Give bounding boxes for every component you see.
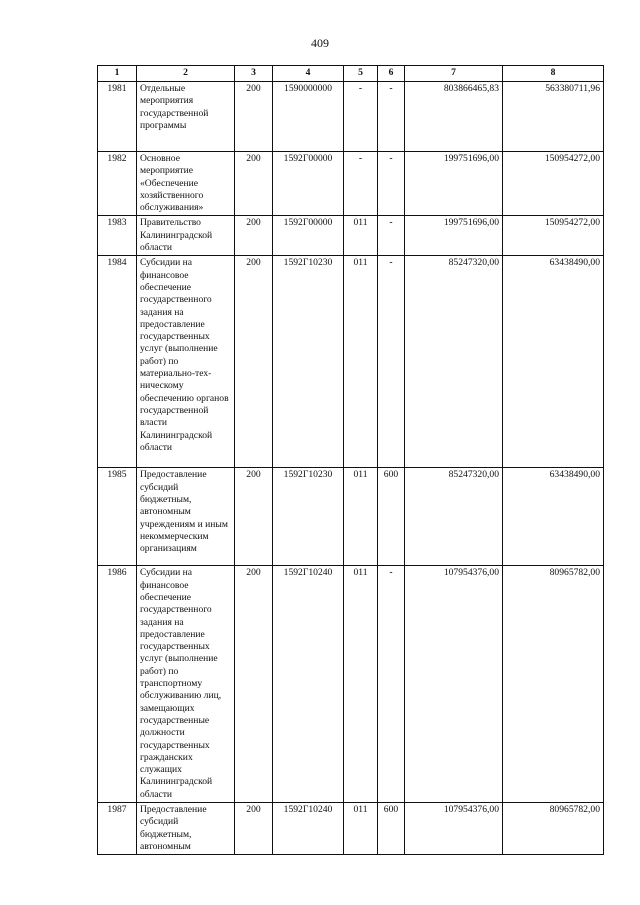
table-row [98, 216, 604, 256]
row-number: 1986 [98, 566, 137, 803]
column-header: 2 [137, 66, 235, 82]
cell-col3: 200 [235, 256, 273, 468]
cell-col6: - [378, 566, 405, 803]
cell-amount-7: 107954376,00 [405, 803, 503, 855]
table-row [98, 468, 604, 566]
row-name: Правительство Калининградской области [137, 216, 235, 256]
table-row [98, 82, 604, 152]
row-name: Предоставление субсидий бюджетным, автономным учреждениям и иным некоммерческим организациям [137, 468, 235, 566]
cell-col4: 1592Г00000 [273, 216, 344, 256]
cell-amount-8: 63438490,00 [503, 468, 604, 566]
table-row [98, 152, 604, 216]
cell-col5: - [344, 152, 378, 216]
row-name: Субсидии на финансовое обеспечение государственного задания на предоставление государственных услуг (выполнение работ) по транспортному обслуживанию лиц, замещающих государственные должности государственных гражданских служащих Калининградской области [137, 566, 235, 803]
row-number: 1985 [98, 468, 137, 566]
cell-amount-8: 150954272,00 [503, 152, 604, 216]
cell-amount-8: 150954272,00 [503, 216, 604, 256]
cell-amount-8: 80965782,00 [503, 803, 604, 855]
cell-col6: 600 [378, 803, 405, 855]
column-header: 3 [235, 66, 273, 82]
column-header: 1 [98, 66, 137, 82]
cell-amount-7: 85247320,00 [405, 468, 503, 566]
cell-amount-8: 80965782,00 [503, 566, 604, 803]
table-row [98, 803, 604, 855]
row-number: 1984 [98, 256, 137, 468]
cell-col4: 1590000000 [273, 82, 344, 152]
cell-col4: 1592Г10240 [273, 803, 344, 855]
cell-col6: - [378, 256, 405, 468]
cell-amount-8: 63438490,00 [503, 256, 604, 468]
cell-col3: 200 [235, 803, 273, 855]
cell-col5: 011 [344, 566, 378, 803]
cell-col4: 1592Г00000 [273, 152, 344, 216]
cell-col4: 1592Г10230 [273, 468, 344, 566]
row-number: 1982 [98, 152, 137, 216]
page-number: 409 [311, 36, 329, 50]
row-name: Субсидии на финансовое обеспечение государственного задания на предоставление государственных услуг (выполнение работ) по материально-тех- ническому обеспечению органов государственной власти Калининградской области [137, 256, 235, 468]
cell-amount-7: 803866465,83 [405, 82, 503, 152]
cell-amount-8: 563380711,96 [503, 82, 604, 152]
row-name: Основное мероприятие «Обеспечение хозяйственного обслуживания» [137, 152, 235, 216]
cell-col5: 011 [344, 256, 378, 468]
row-name: Отдельные мероприятия государственной программы [137, 82, 235, 152]
budget-table [97, 65, 604, 855]
header-row [98, 66, 604, 82]
column-header: 7 [405, 66, 503, 82]
cell-col6: - [378, 152, 405, 216]
column-header: 5 [344, 66, 378, 82]
cell-col5: 011 [344, 468, 378, 566]
cell-col5: 011 [344, 803, 378, 855]
cell-col3: 200 [235, 566, 273, 803]
cell-amount-7: 85247320,00 [405, 256, 503, 468]
table-row [98, 566, 604, 803]
cell-col3: 200 [235, 216, 273, 256]
row-name: Предоставление субсидий бюджетным, автономным [137, 803, 235, 855]
row-number: 1983 [98, 216, 137, 256]
cell-amount-7: 199751696,00 [405, 152, 503, 216]
cell-col3: 200 [235, 468, 273, 566]
cell-col4: 1592Г10240 [273, 566, 344, 803]
column-header: 6 [378, 66, 405, 82]
cell-amount-7: 107954376,00 [405, 566, 503, 803]
column-header: 8 [503, 66, 604, 82]
cell-col4: 1592Г10230 [273, 256, 344, 468]
cell-amount-7: 199751696,00 [405, 216, 503, 256]
column-header: 4 [273, 66, 344, 82]
cell-col5: - [344, 82, 378, 152]
table-row [98, 256, 604, 468]
cell-col6: 600 [378, 468, 405, 566]
cell-col3: 200 [235, 152, 273, 216]
cell-col5: 011 [344, 216, 378, 256]
row-number: 1987 [98, 803, 137, 855]
cell-col3: 200 [235, 82, 273, 152]
cell-col6: - [378, 82, 405, 152]
row-number: 1981 [98, 82, 137, 152]
cell-col6: - [378, 216, 405, 256]
